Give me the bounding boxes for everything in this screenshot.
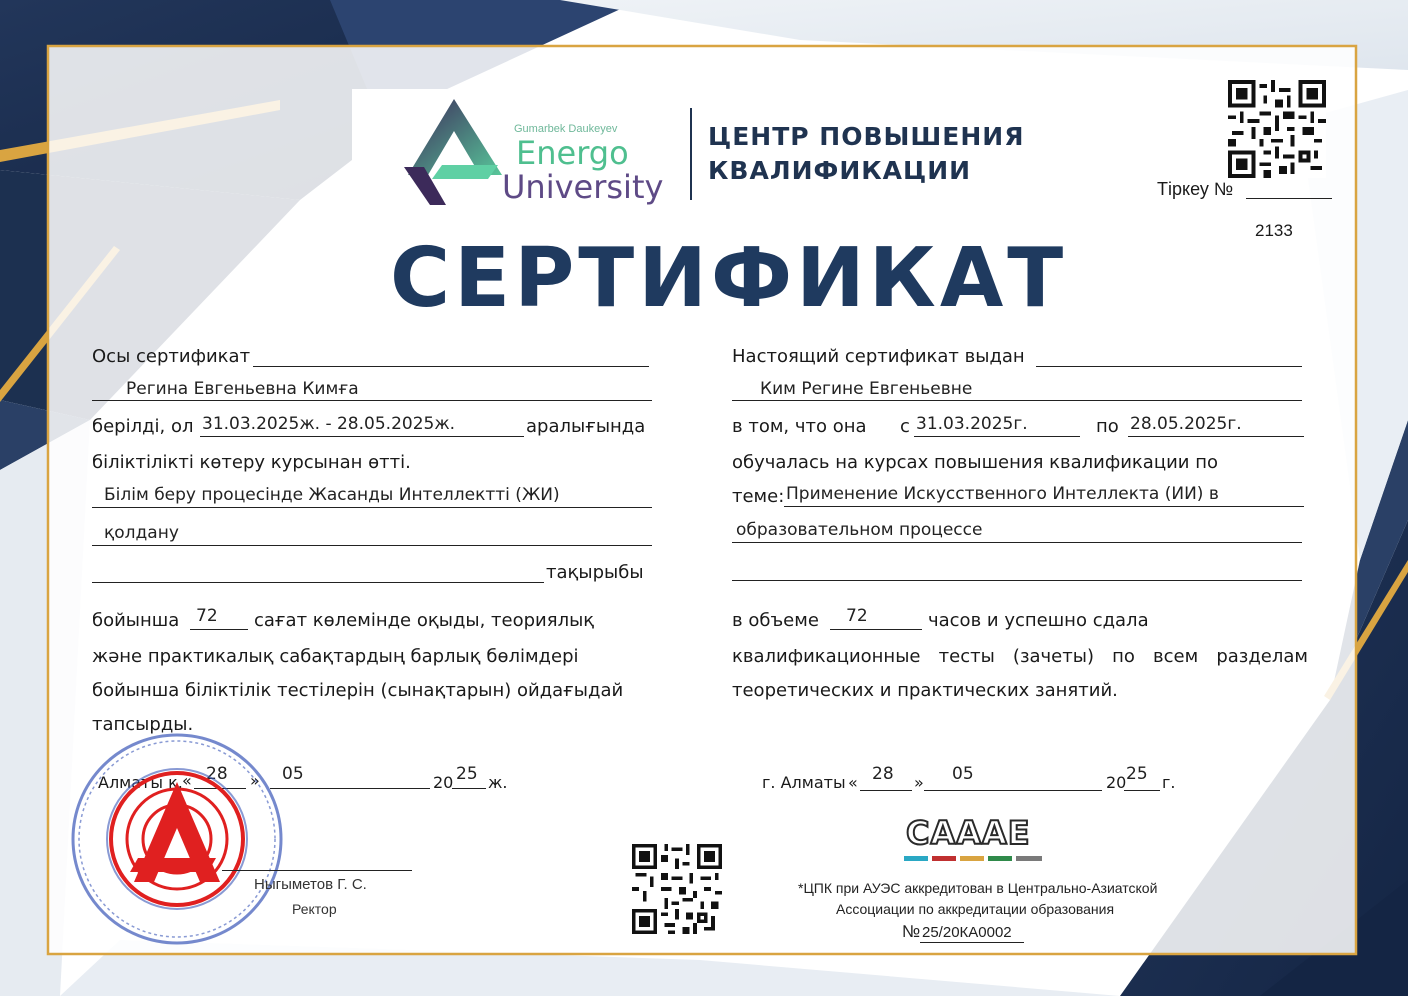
kz-quote-close: » (250, 771, 260, 790)
kz-line-3a: берілді, ол (92, 416, 194, 437)
ru-date-to: 28.05.2025г. (1130, 414, 1242, 434)
ru-day: 28 (872, 764, 894, 784)
kz-line-7: тақырыбы (546, 562, 644, 583)
ru-line-8a: в объеме (732, 610, 819, 631)
ru-underline-month (924, 790, 1102, 791)
registration-label: Тіркеу № (1157, 179, 1234, 199)
ru-underline-1 (1036, 366, 1302, 367)
kz-year-suffix: ж. (488, 773, 508, 792)
certificate-title: СЕРТИФИКАТ (390, 231, 1068, 326)
ru-underline-8 (830, 629, 922, 630)
center-title-line2: КВАЛИФИКАЦИИ (708, 156, 972, 185)
kz-hours: 72 (196, 606, 218, 626)
kz-period: 31.03.2025ж. - 28.05.2025ж. (202, 414, 456, 434)
ru-hours: 72 (846, 606, 868, 626)
kz-line-10: бойынша біліктілік тестілерін (сынақтарын) ойдағыдай (92, 680, 624, 701)
ru-underline-2 (732, 400, 1302, 401)
kz-underline-year (452, 788, 486, 789)
university-name-line1: Energo (516, 134, 629, 172)
kz-underline-6 (92, 545, 652, 546)
kz-line-8b: сағат көлемінде оқыды, теориялық (254, 610, 595, 631)
kz-line-3b: аралығында (526, 416, 646, 437)
ru-underline-6 (732, 542, 1302, 543)
official-stamp (68, 730, 286, 948)
ru-month: 05 (952, 764, 974, 784)
registration-number: 2133 (1255, 221, 1293, 240)
kz-month: 05 (282, 764, 304, 784)
ru-line-9: квалификационные тесты (зачеты) по всем разделам (732, 646, 1308, 667)
ru-year-suffix: г. (1162, 773, 1176, 792)
kz-city: Алматы қ. (98, 773, 183, 792)
ru-underline-day (860, 790, 912, 791)
kz-year: 25 (456, 764, 478, 784)
ru-line-3b: с (900, 416, 910, 437)
kz-topic-line1: Білім беру процесінде Жасанды Интеллектті (ЖИ) (104, 485, 560, 505)
ru-topic-line2: образовательном процессе (736, 520, 983, 540)
kz-underline-7 (92, 582, 544, 583)
accreditation-note-line2: Ассоциации по аккредитации образования (836, 901, 1115, 917)
ru-year: 25 (1126, 764, 1148, 784)
ru-line-10: теоретических и практических занятий. (732, 680, 1118, 701)
ru-underline-5 (784, 506, 1304, 507)
accreditation-number-label: № (902, 922, 921, 941)
kz-underline-3 (200, 436, 524, 437)
kz-year-prefix: 20 (433, 773, 454, 792)
accreditation-number-underline (920, 942, 1024, 943)
kz-topic-line2: қолдану (104, 523, 179, 543)
ru-city: г. Алматы (762, 773, 846, 792)
kz-line-8a: бойынша (92, 610, 180, 631)
energo-university-emblem-icon (402, 95, 512, 207)
signatory-name: Ныгыметов Г. С. (254, 876, 367, 893)
kz-underline-2 (92, 400, 652, 401)
university-name-line2: University (502, 168, 664, 206)
ru-quote-close: » (914, 773, 924, 792)
kz-line-1: Осы сертификат (92, 346, 251, 367)
kz-line-11: тапсырды. (92, 714, 194, 735)
kz-day: 28 (206, 764, 228, 784)
ru-underline-to (1128, 436, 1304, 437)
kz-quote-open: « (182, 771, 192, 790)
caaae-logo: CAAAE (906, 814, 1031, 852)
bottom-qr-code-icon (632, 844, 722, 934)
kz-underline-5 (92, 507, 652, 508)
ru-line-8b: часов и успешно сдала (928, 610, 1149, 631)
registration-underline (1246, 198, 1332, 199)
ru-year-prefix: 20 (1106, 773, 1127, 792)
ru-line-5a: теме: (732, 486, 785, 507)
ru-quote-open: « (848, 773, 858, 792)
center-title-line1: ЦЕНТР ПОВЫШЕНИЯ (708, 122, 1025, 151)
ru-recipient-name: Ким Регине Евгеньевне (760, 379, 973, 399)
ru-date-from: 31.03.2025г. (916, 414, 1028, 434)
ru-underline-7 (732, 580, 1302, 581)
kz-line-4: біліктілікті көтеру курсынан өтті. (92, 452, 411, 473)
university-logo (352, 89, 684, 209)
ru-underline-year (1124, 790, 1160, 791)
ru-line-1: Настоящий сертификат выдан (732, 346, 1025, 367)
kz-underline-month (270, 788, 430, 789)
ru-line-4: обучалась на курсах повышения квалификации по (732, 452, 1218, 473)
kz-underline-1 (253, 366, 649, 367)
signatory-position: Ректор (292, 901, 337, 917)
ru-topic-line1: Применение Искусственного Интеллекта (ИИ) в (786, 484, 1219, 504)
accreditation-number: 25/20КА0002 (922, 924, 1012, 941)
caaae-logo-stripes (904, 856, 1042, 861)
ru-line-3c: по (1096, 416, 1119, 437)
ru-line-3a: в том, что она (732, 416, 867, 437)
qr-code-icon (1228, 80, 1326, 178)
university-small-name: Gumarbek Daukeyev (514, 123, 618, 135)
kz-recipient-name: Регина Евгеньевна Кимға (126, 379, 359, 399)
kz-underline-8 (190, 629, 248, 630)
signature-line (222, 870, 412, 871)
ru-underline-from (914, 436, 1080, 437)
accreditation-note-line1: *ЦПК при АУЭС аккредитован в Центрально-Азиатской (798, 880, 1158, 896)
kz-line-9: және практикалық сабақтардың барлық бөлімдері (92, 646, 579, 667)
logo-divider (690, 108, 692, 200)
center-title (708, 120, 1024, 188)
